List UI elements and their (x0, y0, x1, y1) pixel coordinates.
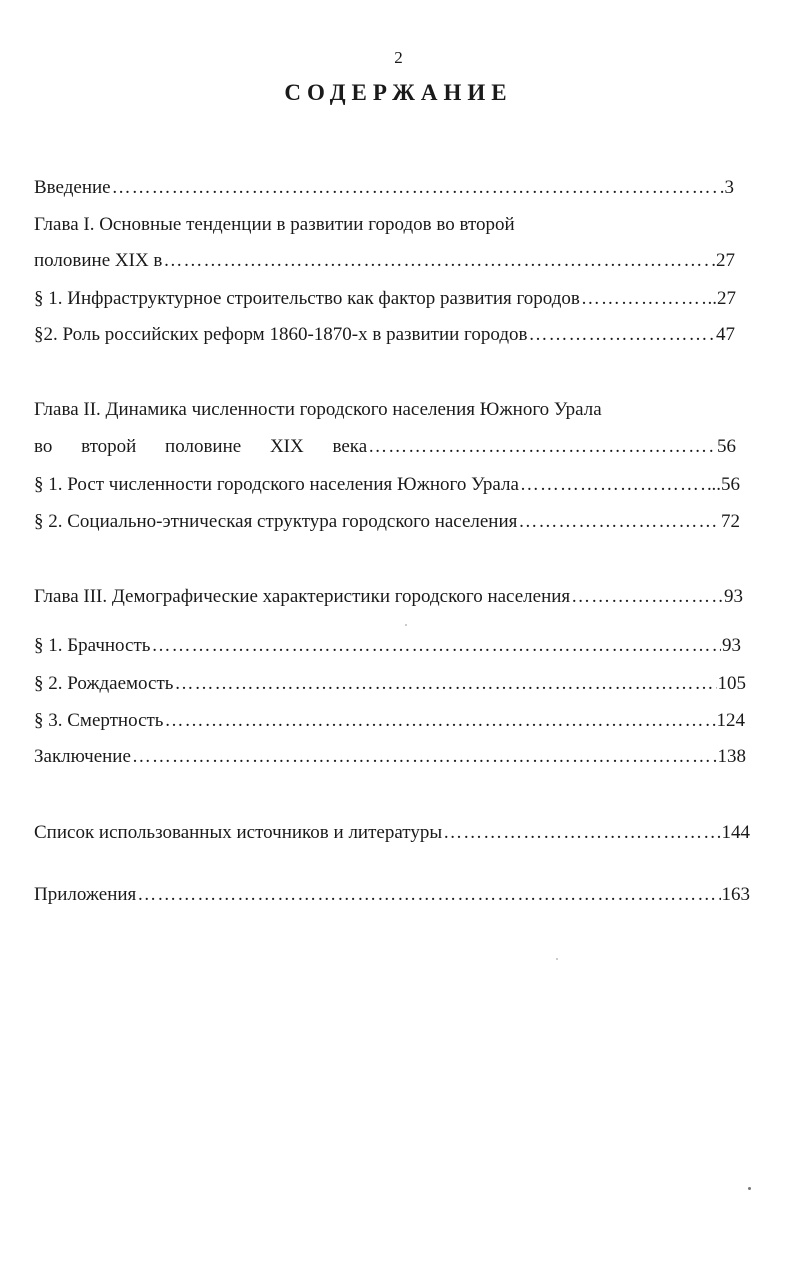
toc-label: Введение (34, 177, 111, 198)
toc-label: § 1. Брачность (34, 635, 151, 656)
toc-entry-chapter-1[interactable] (34, 249, 735, 273)
toc-label: Заключение (34, 746, 131, 767)
toc-entry-appendices[interactable] (34, 883, 750, 907)
toc-leader (163, 249, 710, 273)
toc-label: Глава III. Демографические характеристики городского населения (34, 586, 571, 607)
toc-page: 47 (716, 324, 735, 345)
toc-entry-chapter-3-section-2[interactable] (34, 672, 746, 696)
toc-leader (581, 287, 707, 311)
scan-speck (405, 624, 407, 626)
toc-entry-chapter-3[interactable] (34, 585, 743, 609)
toc-page: 93 (722, 635, 741, 656)
toc-page: 105 (717, 673, 746, 694)
toc-page: 138 (717, 746, 746, 767)
toc-chapter-1-line1[interactable]: Глава I. Основные тенденции в развитии городов во второй (34, 214, 515, 235)
toc-entry-sources[interactable] (34, 821, 750, 845)
page-number: 2 (394, 48, 403, 67)
toc-entry-chapter-1-section-2[interactable] (34, 323, 735, 347)
toc-label: половине XIX в (34, 250, 163, 271)
toc-page: .3 (719, 177, 734, 198)
toc-page: 144 (721, 822, 750, 843)
toc-entry-conclusion[interactable] (34, 745, 746, 769)
toc-page: 163 (721, 884, 750, 905)
toc-label: §2. Роль российских реформ 1860-1870-х в развитии городов (34, 324, 528, 345)
toc-entry-chapter-2-section-1[interactable] (34, 473, 740, 497)
scan-speck (748, 1187, 751, 1190)
toc-chapter-2-line1[interactable]: Глава II. Динамика численности городского населения Южного Урала (34, 399, 602, 420)
toc-entry-intro[interactable] (34, 176, 734, 200)
toc-label: § 3. Смертность (34, 710, 164, 731)
toc-entry-chapter-3-section-1[interactable] (34, 634, 741, 658)
toc-page: .27 (711, 250, 735, 271)
toc-label: § 2. Социально-этническая структура городского населения (34, 511, 518, 532)
toc-label: § 1. Рост численности городского населения Южного Урала (34, 474, 519, 495)
toc-leader (443, 821, 720, 845)
toc-entry-chapter-2[interactable] (34, 435, 736, 459)
toc-label: во второй половине XIX века (34, 436, 368, 457)
toc-leader (137, 883, 720, 907)
toc-leader (151, 634, 721, 658)
toc-entry-chapter-3-section-3[interactable] (34, 709, 745, 733)
toc-label: Приложения (34, 884, 137, 905)
toc-leader (164, 709, 710, 733)
toc-label: § 1. Инфраструктурное строительство как фактор развития городов (34, 288, 580, 309)
toc-leader (571, 585, 723, 609)
toc-page: 56 (717, 436, 736, 457)
toc-page: 72 (721, 511, 740, 532)
toc-leader (132, 745, 717, 769)
toc-leader (528, 323, 715, 347)
scan-speck (556, 958, 558, 960)
toc-label: § 2. Рождаемость (34, 673, 174, 694)
toc-leader (520, 473, 711, 497)
toc-leader (112, 176, 719, 200)
toc-page: ..27 (707, 288, 736, 309)
toc-label: Список использованных источников и литературы (34, 822, 443, 843)
toc-page: 93 (724, 586, 743, 607)
toc-page: .124 (711, 710, 745, 731)
toc-leader (174, 672, 716, 696)
toc-entry-chapter-2-section-2[interactable] (34, 510, 740, 534)
page-title: СОДЕРЖАНИЕ (284, 80, 513, 105)
toc-page: ..56 (711, 474, 740, 495)
toc-entry-chapter-1-section-1[interactable] (34, 287, 736, 311)
toc-leader (518, 510, 720, 534)
toc-leader (368, 435, 716, 459)
